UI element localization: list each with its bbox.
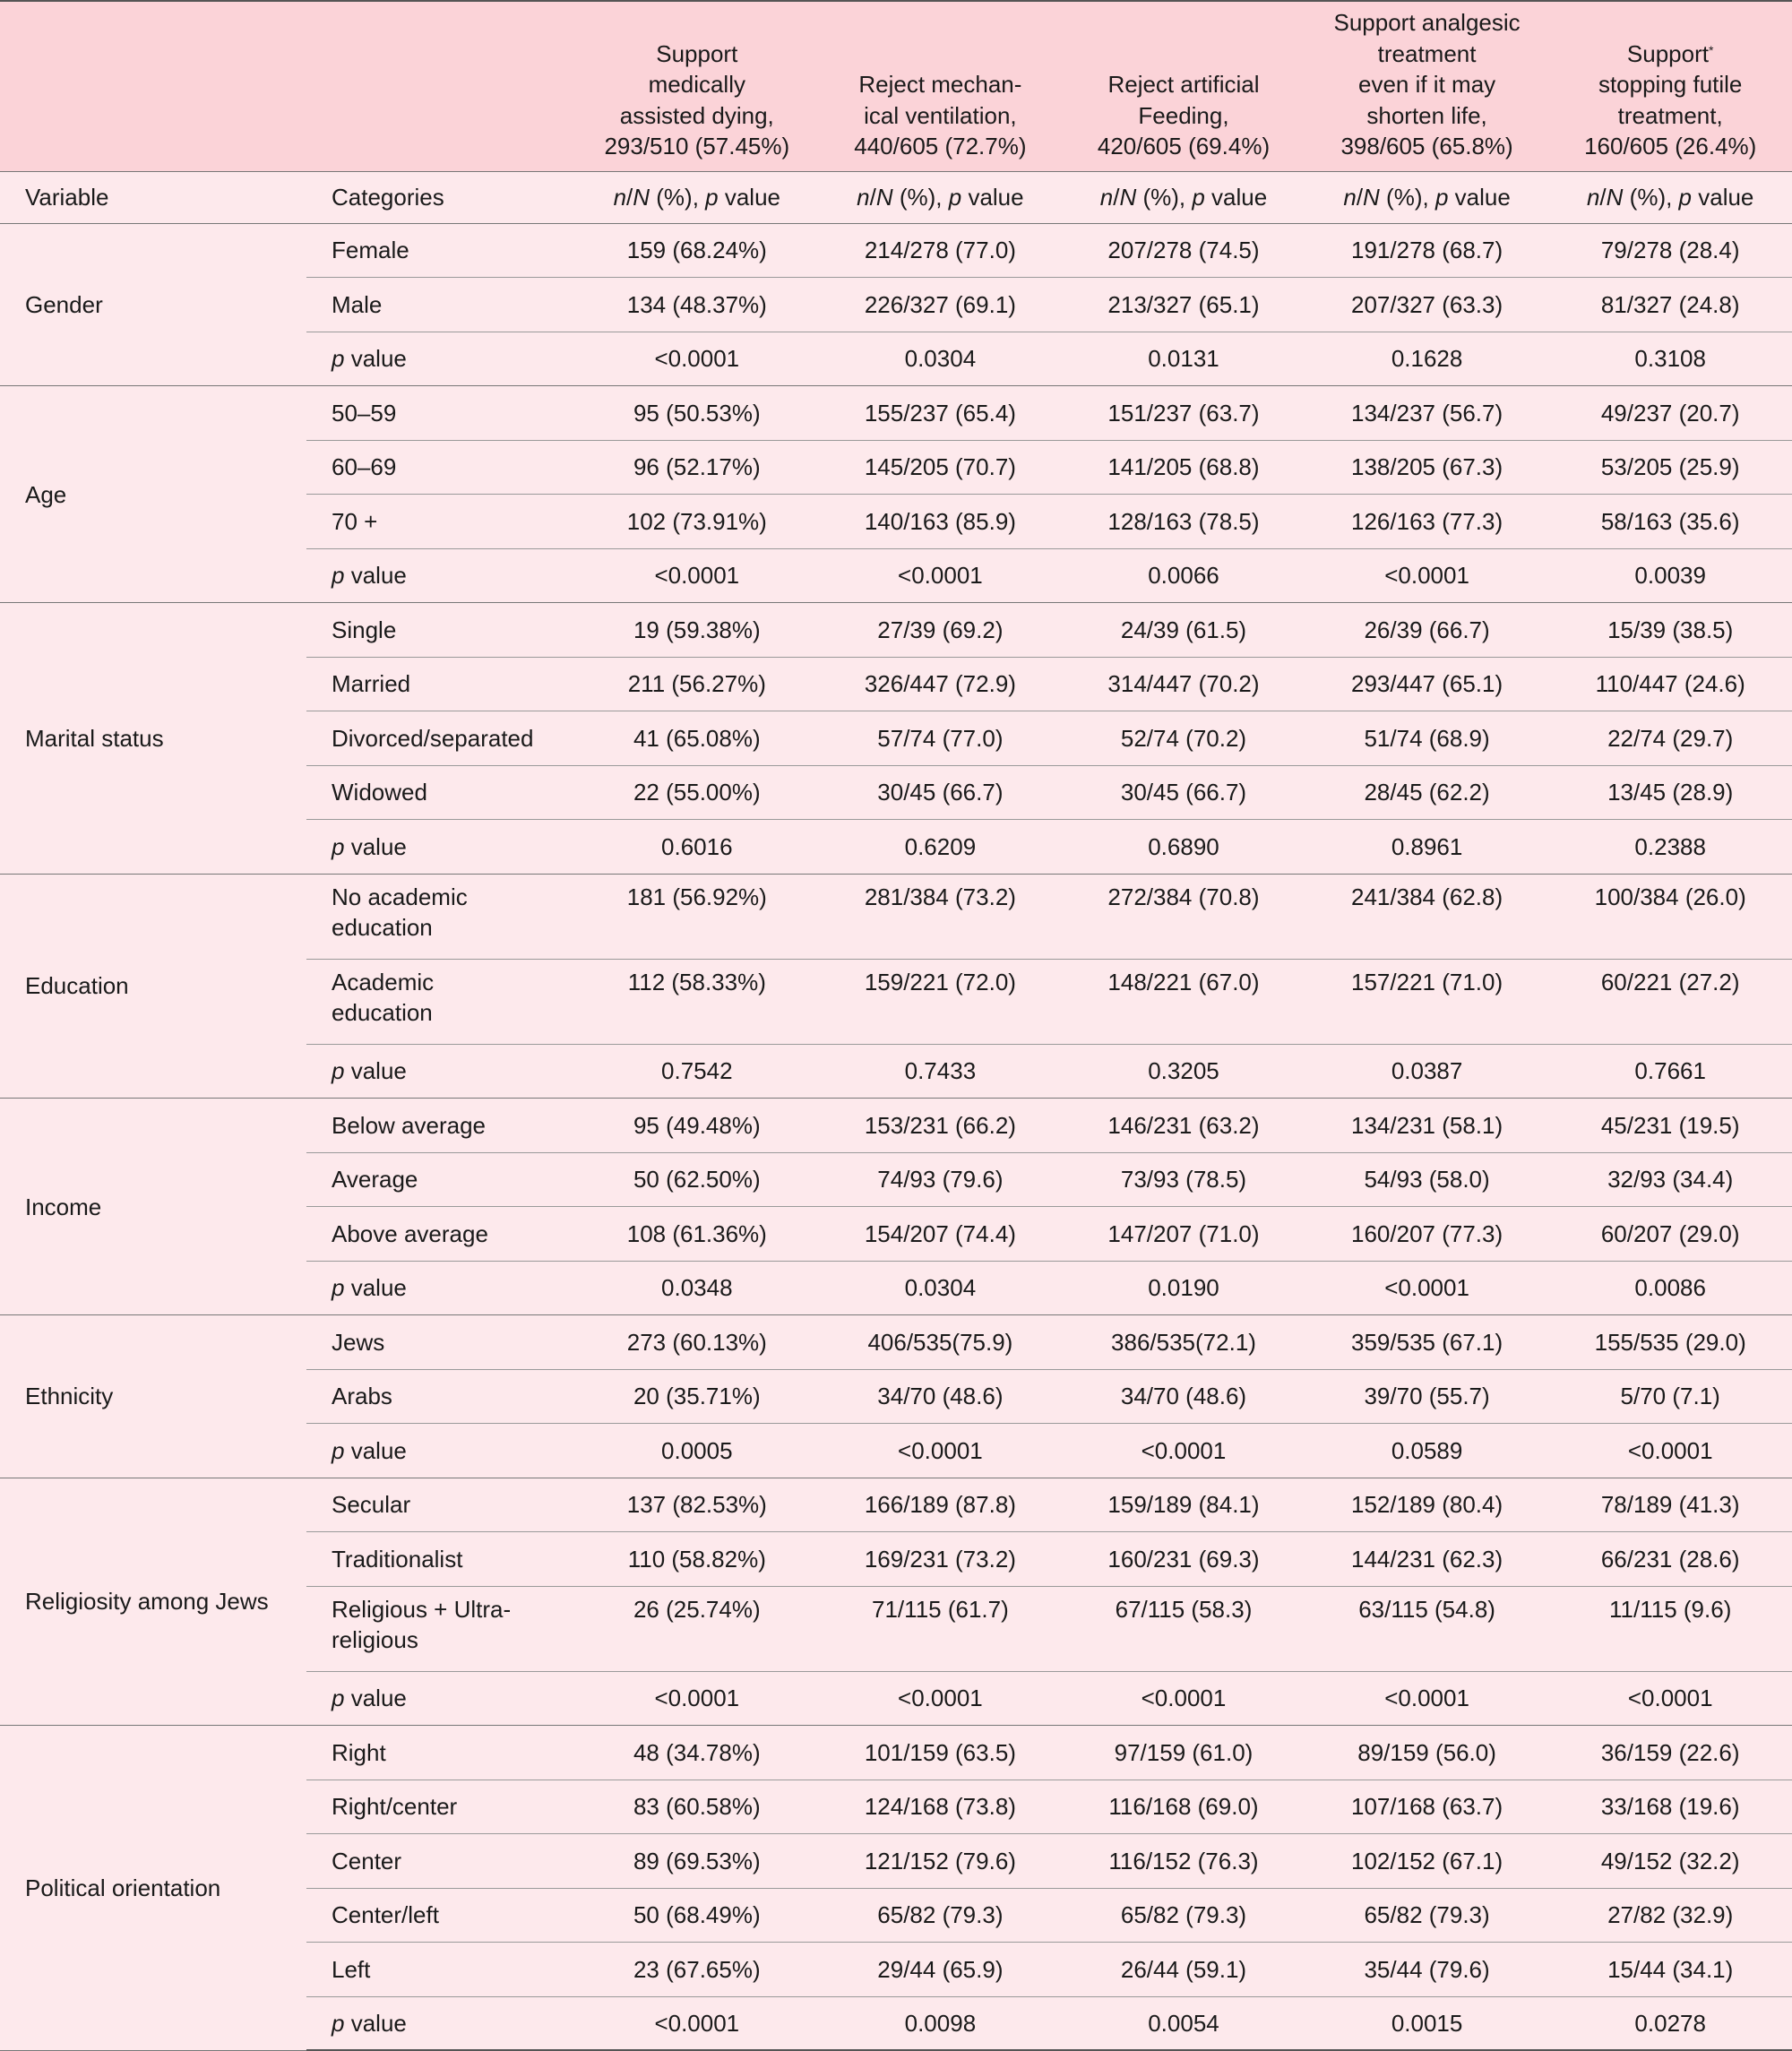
category-label: 70 + — [306, 495, 575, 549]
data-cell: 83 (60.58%) — [575, 1780, 819, 1834]
data-cell: 35/44 (79.6) — [1305, 1943, 1549, 1997]
data-cell: 147/207 (71.0) — [1062, 1207, 1305, 1262]
table-row — [0, 223, 1792, 278]
p-value-cell: 0.0131 — [1062, 332, 1305, 386]
p-word: value — [350, 832, 407, 860]
data-cell: 60/221 (27.2) — [1548, 959, 1792, 1044]
data-cell: 81/327 (24.8) — [1548, 278, 1792, 332]
p-value-cell: 0.3205 — [1062, 1044, 1305, 1099]
data-cell: 116/152 (76.3) — [1062, 1834, 1305, 1889]
data-cell: 30/45 (66.7) — [1062, 765, 1305, 820]
p-value-label — [306, 1996, 575, 2050]
table-row — [0, 1099, 1792, 1153]
data-cell: 159 (68.24%) — [575, 223, 819, 278]
data-cell: 26/39 (66.7) — [1305, 603, 1549, 658]
data-cell: 20 (35.71%) — [575, 1369, 819, 1424]
category-line: education — [332, 998, 433, 1026]
category-line: religious — [332, 1625, 418, 1653]
p-value-cell: <0.0001 — [575, 332, 819, 386]
p-letter: p — [332, 562, 345, 590]
column-header-line: stopping futile — [1598, 71, 1743, 98]
data-cell: 73/93 (78.5) — [1062, 1152, 1305, 1207]
p-value-cell: 0.0039 — [1548, 548, 1792, 603]
p-value-cell: 0.7433 — [819, 1044, 1063, 1099]
stat-slash: / — [1113, 184, 1120, 211]
stat-N: N — [875, 184, 893, 211]
p-value-cell: <0.0001 — [1062, 1671, 1305, 1726]
data-cell: 97/159 (61.0) — [1062, 1726, 1305, 1780]
stat-pct: (%), — [1623, 184, 1679, 211]
data-cell: 50 (68.49%) — [575, 1888, 819, 1943]
data-cell: 134 (48.37%) — [575, 278, 819, 332]
category-line: education — [332, 913, 433, 941]
column-header-line: 420/605 (69.4%) — [1097, 133, 1271, 159]
data-cell: 241/384 (62.8) — [1305, 874, 1549, 959]
data-cell: 273 (60.13%) — [575, 1315, 819, 1370]
p-value-label — [306, 548, 575, 603]
stat-N: N — [1606, 184, 1624, 211]
p-letter: p — [332, 1274, 345, 1302]
data-cell: 102 (73.91%) — [575, 495, 819, 549]
data-cell: 108 (61.36%) — [575, 1207, 819, 1262]
data-cell: 160/207 (77.3) — [1305, 1207, 1549, 1262]
column-header-line: shorten life, — [1366, 101, 1487, 129]
data-cell: 121/152 (79.6) — [819, 1834, 1063, 1889]
p-value-cell: 0.6016 — [575, 820, 819, 875]
variable-name: Income — [0, 1099, 306, 1315]
p-word: value — [350, 1274, 407, 1302]
data-cell: 45/231 (19.5) — [1548, 1099, 1792, 1153]
p-value-cell: 0.0190 — [1062, 1261, 1305, 1315]
p-value-cell: 0.0278 — [1548, 1996, 1792, 2050]
data-cell: 49/152 (32.2) — [1548, 1834, 1792, 1889]
data-cell: 140/163 (85.9) — [819, 495, 1063, 549]
data-cell: 166/189 (87.8) — [819, 1478, 1063, 1532]
p-value-cell: 0.0015 — [1305, 1996, 1549, 2050]
stat-pct: (%), — [1379, 184, 1435, 211]
p-value-cell: <0.0001 — [575, 1671, 819, 1726]
category-label: 50–59 — [306, 386, 575, 441]
data-cell: 33/168 (19.6) — [1548, 1780, 1792, 1834]
p-value-label — [306, 1671, 575, 1726]
column-header-line: medically — [648, 71, 745, 98]
data-cell: 30/45 (66.7) — [819, 765, 1063, 820]
data-cell: 116/168 (69.0) — [1062, 1780, 1305, 1834]
data-cell: 191/278 (68.7) — [1305, 223, 1549, 278]
data-cell: 28/45 (62.2) — [1305, 765, 1549, 820]
column-header-5 — [1548, 1, 1792, 171]
p-word: value — [350, 1436, 407, 1464]
category-label: Left — [306, 1943, 575, 1997]
p-value-cell: 0.0086 — [1548, 1261, 1792, 1315]
data-cell: 24/39 (61.5) — [1062, 603, 1305, 658]
data-cell: 79/278 (28.4) — [1548, 223, 1792, 278]
column-header-line: ical ventilation, — [864, 101, 1017, 129]
stat-n: n — [857, 184, 870, 211]
column-header-line: Support — [656, 39, 738, 67]
data-cell: 207/327 (63.3) — [1305, 278, 1549, 332]
data-cell: 102/152 (67.1) — [1305, 1834, 1549, 1889]
data-cell: 138/205 (67.3) — [1305, 440, 1549, 495]
variable-name: Education — [0, 874, 306, 1099]
data-cell: 27/39 (69.2) — [819, 603, 1063, 658]
data-cell: 34/70 (48.6) — [1062, 1369, 1305, 1424]
data-cell: 152/189 (80.4) — [1305, 1478, 1549, 1532]
category-label: Male — [306, 278, 575, 332]
stat-slash: / — [1599, 184, 1607, 211]
header-blank-variable — [0, 1, 306, 171]
table-row — [0, 603, 1792, 658]
data-cell: 65/82 (79.3) — [1305, 1888, 1549, 1943]
p-letter: p — [332, 1057, 345, 1085]
data-cell: 159/221 (72.0) — [819, 959, 1063, 1044]
variable-name: Age — [0, 386, 306, 603]
data-cell: 60/207 (29.0) — [1548, 1207, 1792, 1262]
data-cell: 52/74 (70.2) — [1062, 711, 1305, 766]
data-cell: 34/70 (48.6) — [819, 1369, 1063, 1424]
category-label: Above average — [306, 1207, 575, 1262]
table-row — [0, 1726, 1792, 1780]
stat-p: p — [948, 184, 962, 211]
data-cell: 95 (50.53%) — [575, 386, 819, 441]
data-cell: 141/205 (68.8) — [1062, 440, 1305, 495]
category-label: Right/center — [306, 1780, 575, 1834]
table-header — [0, 1, 1792, 171]
column-header-line: treatment — [1377, 39, 1477, 67]
data-cell: 54/93 (58.0) — [1305, 1152, 1549, 1207]
data-cell: 95 (49.48%) — [575, 1099, 819, 1153]
data-cell: 144/231 (62.3) — [1305, 1532, 1549, 1587]
p-value-cell: <0.0001 — [819, 1671, 1063, 1726]
column-header-line: 160/605 (26.4%) — [1584, 133, 1757, 159]
subheader-categories: Categories — [306, 171, 575, 223]
column-header-line: even if it may — [1357, 71, 1496, 98]
data-cell: 71/115 (61.7) — [819, 1586, 1063, 1671]
p-value-cell: 0.7542 — [575, 1044, 819, 1099]
data-cell: 110/447 (24.6) — [1548, 657, 1792, 711]
p-value-cell: 0.0348 — [575, 1261, 819, 1315]
column-header-line: Reject artificial — [1107, 71, 1260, 98]
p-word: value — [350, 1685, 407, 1712]
p-value-cell: 0.8961 — [1305, 820, 1549, 875]
data-cell: 41 (65.08%) — [575, 711, 819, 766]
data-cell: 27/82 (32.9) — [1548, 1888, 1792, 1943]
stat-slash: / — [869, 184, 876, 211]
data-cell: 137 (82.53%) — [575, 1478, 819, 1532]
category-label: Secular — [306, 1478, 575, 1532]
data-cell: 65/82 (79.3) — [1062, 1888, 1305, 1943]
category-label: Single — [306, 603, 575, 658]
data-cell: 169/231 (73.2) — [819, 1532, 1063, 1587]
data-cell: 26/44 (59.1) — [1062, 1943, 1305, 1997]
category-label: Arabs — [306, 1369, 575, 1424]
category-label: Average — [306, 1152, 575, 1207]
variable-name: Ethnicity — [0, 1315, 306, 1478]
data-cell: 146/231 (63.2) — [1062, 1099, 1305, 1153]
column-header-line: 398/605 (65.8%) — [1340, 133, 1513, 159]
subheader-stat-5 — [1548, 171, 1792, 223]
column-header-4 — [1305, 1, 1549, 171]
p-word: value — [350, 345, 407, 373]
data-cell: 19 (59.38%) — [575, 603, 819, 658]
stat-n: n — [1343, 184, 1357, 211]
stat-p: p — [1192, 184, 1205, 211]
header-blank-category — [306, 1, 575, 171]
column-header-3 — [1062, 1, 1305, 171]
data-cell: 155/535 (29.0) — [1548, 1315, 1792, 1370]
p-letter: p — [332, 345, 345, 373]
category-label — [306, 959, 575, 1044]
data-cell: 112 (58.33%) — [575, 959, 819, 1044]
p-value-cell: <0.0001 — [575, 1996, 819, 2050]
data-cell: 211 (56.27%) — [575, 657, 819, 711]
data-cell: 57/74 (77.0) — [819, 711, 1063, 766]
stat-pct: (%), — [650, 184, 706, 211]
data-cell: 128/163 (78.5) — [1062, 495, 1305, 549]
column-header-2 — [819, 1, 1063, 171]
data-cell: 36/159 (22.6) — [1548, 1726, 1792, 1780]
data-cell: 160/231 (69.3) — [1062, 1532, 1305, 1587]
data-cell: 74/93 (79.6) — [819, 1152, 1063, 1207]
data-cell: 26 (25.74%) — [575, 1586, 819, 1671]
p-word: value — [350, 1057, 407, 1085]
p-value-cell: 0.0304 — [819, 332, 1063, 386]
subheader-stat-1 — [575, 171, 819, 223]
stat-value: value — [961, 184, 1024, 211]
p-value-label — [306, 332, 575, 386]
category-label: Right — [306, 1726, 575, 1780]
p-value-cell: 0.2388 — [1548, 820, 1792, 875]
p-value-cell: 0.0589 — [1305, 1424, 1549, 1478]
category-line: No academic — [332, 883, 468, 910]
table-row — [0, 1315, 1792, 1370]
stat-n: n — [1099, 184, 1114, 211]
data-cell: 110 (58.82%) — [575, 1532, 819, 1587]
p-value-cell: <0.0001 — [1548, 1424, 1792, 1478]
p-value-cell: <0.0001 — [819, 548, 1063, 603]
data-cell: 89 (69.53%) — [575, 1834, 819, 1889]
data-cell: 126/163 (77.3) — [1305, 495, 1549, 549]
stat-pct: (%), — [1136, 184, 1193, 211]
data-cell: 406/535(75.9) — [819, 1315, 1063, 1370]
data-cell: 213/327 (65.1) — [1062, 278, 1305, 332]
data-cell: 11/115 (9.6) — [1548, 1586, 1792, 1671]
stat-N: N — [1363, 184, 1380, 211]
p-value-cell: <0.0001 — [1305, 1261, 1549, 1315]
stat-value: value — [1204, 184, 1268, 211]
data-cell: 134/231 (58.1) — [1305, 1099, 1549, 1153]
category-line: Academic — [332, 968, 435, 995]
data-cell: 153/231 (66.2) — [819, 1099, 1063, 1153]
data-cell: 89/159 (56.0) — [1305, 1726, 1549, 1780]
data-cell: 155/237 (65.4) — [819, 386, 1063, 441]
stat-value: value — [1692, 184, 1754, 211]
p-value-cell: 0.0098 — [819, 1996, 1063, 2050]
column-header-line: Support* — [1626, 39, 1714, 67]
column-header-line: Support analgesic — [1333, 9, 1521, 36]
column-header-line: assisted dying, — [619, 101, 774, 129]
p-value-cell: 0.3108 — [1548, 332, 1792, 386]
data-cell: 67/115 (58.3) — [1062, 1586, 1305, 1671]
category-label: Married — [306, 657, 575, 711]
subheader-variable: Variable — [0, 171, 306, 223]
data-cell: 53/205 (25.9) — [1548, 440, 1792, 495]
data-cell: 49/237 (20.7) — [1548, 386, 1792, 441]
data-cell: 96 (52.17%) — [575, 440, 819, 495]
variable-name: Gender — [0, 223, 306, 386]
stat-pct: (%), — [892, 184, 949, 211]
variable-name: Political orientation — [0, 1726, 306, 2051]
category-label: Widowed — [306, 765, 575, 820]
p-value-cell: 0.0066 — [1062, 548, 1305, 603]
category-label: Divorced/separated — [306, 711, 575, 766]
data-cell: 107/168 (63.7) — [1305, 1780, 1549, 1834]
subheader-stat-2 — [819, 171, 1063, 223]
p-value-cell: 0.0387 — [1305, 1044, 1549, 1099]
p-letter: p — [332, 1436, 345, 1464]
data-cell: 78/189 (41.3) — [1548, 1478, 1792, 1532]
data-cell: 63/115 (54.8) — [1305, 1586, 1549, 1671]
data-cell: 214/278 (77.0) — [819, 223, 1063, 278]
stat-p: p — [705, 184, 719, 211]
p-value-cell: 0.0054 — [1062, 1996, 1305, 2050]
data-cell: 314/447 (70.2) — [1062, 657, 1305, 711]
category-label: Jews — [306, 1315, 575, 1370]
table-row — [0, 1478, 1792, 1532]
data-cell: 359/535 (67.1) — [1305, 1315, 1549, 1370]
p-value-label — [306, 1424, 575, 1478]
p-word: value — [350, 562, 407, 590]
data-cell: 23 (67.65%) — [575, 1943, 819, 1997]
stat-p: p — [1434, 184, 1449, 211]
stat-N: N — [1119, 184, 1137, 211]
data-cell: 386/535(72.1) — [1062, 1315, 1305, 1370]
data-cell: 15/44 (34.1) — [1548, 1943, 1792, 1997]
data-cell: 145/205 (70.7) — [819, 440, 1063, 495]
p-letter: p — [332, 832, 345, 860]
p-value-cell: <0.0001 — [1062, 1424, 1305, 1478]
footnote-marker: * — [1709, 42, 1714, 57]
subheader-stat-3 — [1062, 171, 1305, 223]
p-value-label — [306, 820, 575, 875]
data-cell: 50 (62.50%) — [575, 1152, 819, 1207]
column-header-row — [0, 1, 1792, 171]
data-cell: 13/45 (28.9) — [1548, 765, 1792, 820]
stat-slash: / — [1356, 184, 1364, 211]
p-value-cell: 0.0304 — [819, 1261, 1063, 1315]
data-cell: 32/93 (34.4) — [1548, 1152, 1792, 1207]
data-cell: 58/163 (35.6) — [1548, 495, 1792, 549]
variable-name: Marital status — [0, 603, 306, 875]
column-header-1 — [575, 1, 819, 171]
data-cell: 51/74 (68.9) — [1305, 711, 1549, 766]
p-value-cell: <0.0001 — [819, 1424, 1063, 1478]
data-cell: 100/384 (26.0) — [1548, 874, 1792, 959]
p-word: value — [350, 2009, 407, 2037]
stat-n: n — [613, 184, 627, 211]
subheader-stat-4 — [1305, 171, 1549, 223]
data-cell: 293/447 (65.1) — [1305, 657, 1549, 711]
table-body — [0, 171, 1792, 2050]
data-cell: 159/189 (84.1) — [1062, 1478, 1305, 1532]
category-label: 60–69 — [306, 440, 575, 495]
data-cell: 22/74 (29.7) — [1548, 711, 1792, 766]
column-header-line: 293/510 (57.45%) — [604, 133, 790, 159]
stat-p: p — [1678, 184, 1693, 211]
data-cell: 15/39 (38.5) — [1548, 603, 1792, 658]
data-cell: 134/237 (56.7) — [1305, 386, 1549, 441]
column-header-line: treatment, — [1617, 101, 1723, 129]
data-cell: 154/207 (74.4) — [819, 1207, 1063, 1262]
p-value-cell: 0.1628 — [1305, 332, 1549, 386]
column-header-line: 440/605 (72.7%) — [854, 133, 1027, 159]
data-cell: 65/82 (79.3) — [819, 1888, 1063, 1943]
data-cell: 281/384 (73.2) — [819, 874, 1063, 959]
data-cell: 226/327 (69.1) — [819, 278, 1063, 332]
data-cell: 181 (56.92%) — [575, 874, 819, 959]
data-cell: 29/44 (65.9) — [819, 1943, 1063, 1997]
p-value-cell: 0.6209 — [819, 820, 1063, 875]
category-label — [306, 1586, 575, 1671]
column-header-line: Feeding, — [1138, 101, 1229, 129]
p-value-cell: <0.0001 — [1305, 548, 1549, 603]
p-value-cell: 0.0005 — [575, 1424, 819, 1478]
column-header-line: Reject mechan- — [858, 71, 1022, 98]
data-cell: 101/159 (63.5) — [819, 1726, 1063, 1780]
category-line: Religious + Ultra- — [332, 1595, 512, 1623]
p-value-cell: 0.6890 — [1062, 820, 1305, 875]
p-value-label — [306, 1261, 575, 1315]
data-cell: 48 (34.78%) — [575, 1726, 819, 1780]
p-value-cell: <0.0001 — [575, 548, 819, 603]
data-cell: 151/237 (63.7) — [1062, 386, 1305, 441]
p-value-cell: <0.0001 — [1548, 1671, 1792, 1726]
category-label: Traditionalist — [306, 1532, 575, 1587]
stat-value: value — [1448, 184, 1511, 211]
category-label — [306, 874, 575, 959]
data-cell: 148/221 (67.0) — [1062, 959, 1305, 1044]
p-value-cell: <0.0001 — [1305, 1671, 1549, 1726]
category-label: Female — [306, 223, 575, 278]
p-letter: p — [332, 1685, 345, 1712]
table-row — [0, 874, 1792, 959]
p-value-label — [306, 1044, 575, 1099]
p-value-cell: 0.7661 — [1548, 1044, 1792, 1099]
data-cell: 5/70 (7.1) — [1548, 1369, 1792, 1424]
data-cell: 157/221 (71.0) — [1305, 959, 1549, 1044]
stat-value: value — [718, 184, 781, 211]
category-label: Below average — [306, 1099, 575, 1153]
variable-name: Religiosity among Jews — [0, 1478, 306, 1726]
data-cell: 207/278 (74.5) — [1062, 223, 1305, 278]
data-cell: 22 (55.00%) — [575, 765, 819, 820]
data-cell: 272/384 (70.8) — [1062, 874, 1305, 959]
data-cell: 326/447 (72.9) — [819, 657, 1063, 711]
stat-n: n — [1586, 184, 1600, 211]
stat-slash: / — [626, 184, 633, 211]
table-row — [0, 386, 1792, 441]
stat-N: N — [633, 184, 650, 211]
data-cell: 39/70 (55.7) — [1305, 1369, 1549, 1424]
category-label: Center/left — [306, 1888, 575, 1943]
category-label: Center — [306, 1834, 575, 1889]
subheader-row — [0, 171, 1792, 223]
p-letter: p — [332, 2009, 345, 2037]
data-cell: 66/231 (28.6) — [1548, 1532, 1792, 1587]
data-cell: 124/168 (73.8) — [819, 1780, 1063, 1834]
